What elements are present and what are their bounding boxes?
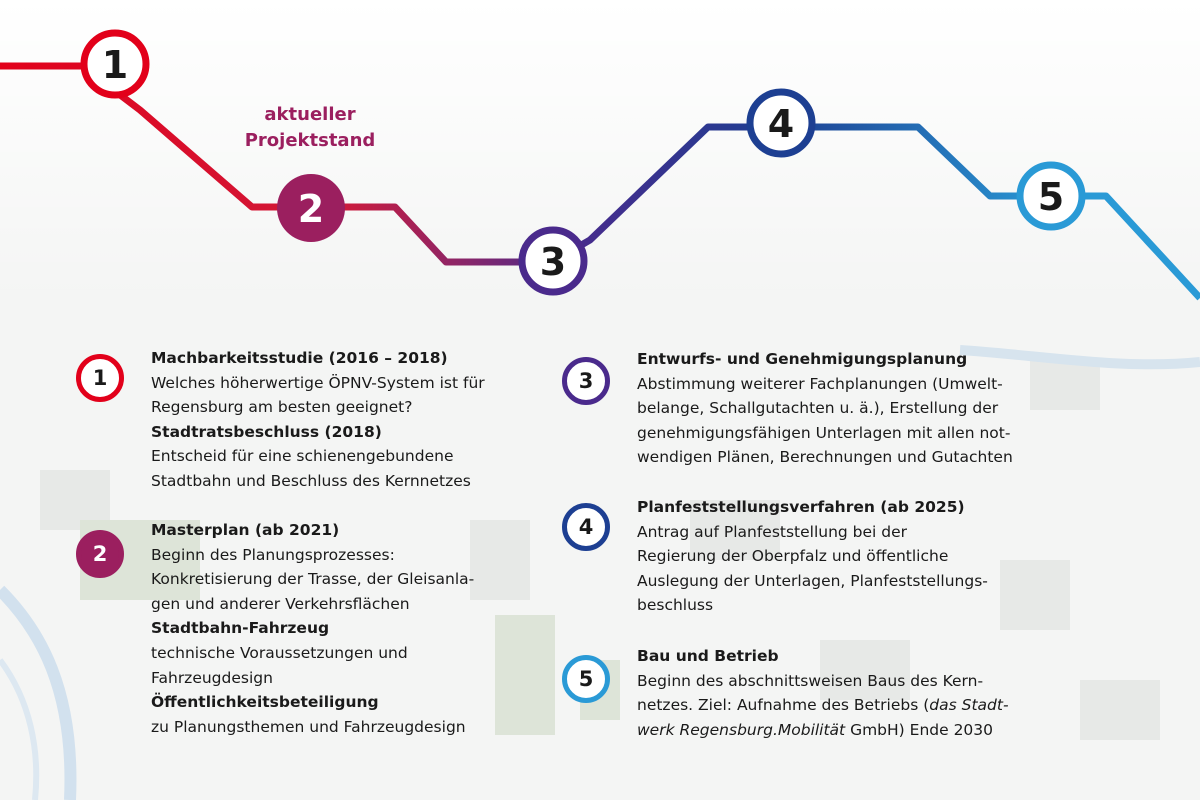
timeline-node-5	[1020, 165, 1082, 227]
step-4-text-line: beschluss	[637, 596, 714, 615]
node-number-4: 4	[767, 102, 795, 146]
step-2-text-line: technische Voraussetzungen und	[151, 643, 408, 662]
step-1-subtitle: Stadtratsbeschluss (2018)	[151, 422, 382, 441]
step-3-text-line: Abstimmung weiterer Fachplanungen (Umwelt-	[637, 374, 1003, 393]
step-badge-5: 5	[562, 655, 610, 703]
step-1-text-line: Welches höherwertige ÖPNV-System ist für	[151, 373, 485, 392]
step-badge-1: 1	[76, 354, 124, 402]
step-2-title: Masterplan (ab 2021)	[151, 521, 340, 539]
node-number-2: 2	[297, 187, 325, 231]
step-5-text-line	[637, 693, 1017, 718]
step-4-text-line: Regierung der Oberpfalz und öffentliche	[637, 547, 949, 566]
company-name-part: das Stadt-	[929, 696, 1009, 715]
timeline-node-3	[522, 230, 584, 292]
current-status-line-2: Projektstand	[244, 130, 376, 151]
step-3-text-line: wendigen Plänen, Berechnungen und Gutachten	[637, 448, 1013, 467]
step-3-description	[637, 347, 1017, 470]
company-name-part: werk Regensburg.Mobilität	[637, 720, 846, 739]
timeline-node-2	[277, 174, 345, 242]
step-2-text-line: Beginn des Planungsprozesses:	[151, 545, 395, 564]
step-4-description	[637, 495, 1017, 618]
step-2-subtitle: Stadtbahn-Fahrzeug	[151, 619, 330, 638]
step-2-description	[151, 518, 541, 739]
step-3-text-line: belange, Schallgutachten u. ä.), Erstellung der	[637, 399, 999, 418]
step-5-text-line: Beginn des abschnittsweisen Baus des Kern-	[637, 671, 984, 690]
step-badge-4: 4	[562, 503, 610, 551]
current-status-line-1: aktueller	[264, 104, 356, 125]
step-5-text-part: netzes. Ziel: Aufnahme des Betriebs (	[637, 696, 930, 715]
step-2-text-line: zu Planungsthemen und Fahrzeugdesign	[151, 717, 466, 736]
node-number-3: 3	[539, 240, 567, 284]
timeline-node-4	[750, 92, 812, 154]
step-1-title: Machbarkeitsstudie (2016 – 2018)	[151, 349, 448, 367]
step-2-text-line: Konkretisierung der Trasse, der Gleisanla-	[151, 570, 475, 589]
step-badge-2: 2	[76, 530, 124, 578]
timeline-node-1	[84, 33, 146, 95]
step-1-text-line: Stadtbahn und Beschluss des Kernnetzes	[151, 471, 471, 490]
step-1-text-line: Regensburg am besten geeignet?	[151, 398, 413, 417]
project-timeline	[0, 0, 1200, 320]
step-5-text-part: GmbH) Ende 2030	[845, 720, 994, 739]
step-5-text-line	[637, 718, 1017, 743]
step-1-text-line: Entscheid für eine schienengebundene	[151, 447, 454, 466]
step-4-text-line: Antrag auf Planfeststellung bei der	[637, 522, 908, 541]
step-3-text-line: genehmigungsfähigen Unterlagen mit allen not-	[637, 423, 1011, 442]
step-5-title: Bau und Betrieb	[637, 647, 779, 665]
step-2-text-line: Fahrzeugdesign	[151, 668, 273, 687]
current-status-label	[230, 102, 390, 154]
step-2-text-line: gen und anderer Verkehrsflächen	[151, 594, 410, 613]
step-4-title: Planfeststellungsverfahren (ab 2025)	[637, 498, 965, 516]
step-3-title: Entwurfs- und Genehmigungsplanung	[637, 350, 968, 368]
step-5-description	[637, 644, 1017, 742]
node-number-5: 5	[1037, 175, 1065, 219]
step-badge-3: 3	[562, 357, 610, 405]
node-number-1: 1	[101, 43, 129, 87]
step-1-description	[151, 346, 541, 494]
step-4-text-line: Auslegung der Unterlagen, Planfeststellungs-	[637, 571, 988, 590]
step-2-subtitle: Öffentlichkeitsbeteiligung	[151, 693, 379, 712]
